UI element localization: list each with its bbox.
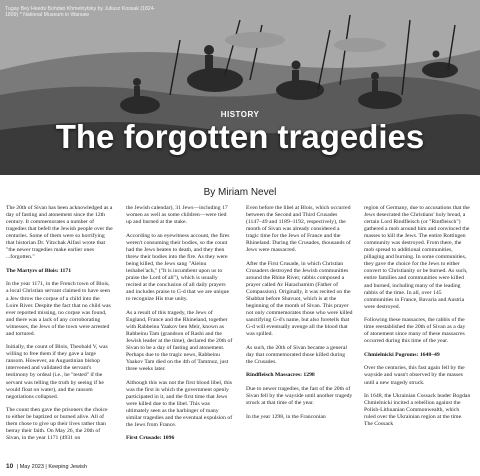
author-byline: By Miriam Nevel — [203, 187, 277, 198]
article-body — [6, 205, 476, 458]
issue-info: | May 2023 | Keeping Jewish — [16, 464, 87, 470]
paragraph: Although this was not the first blood libel, this was the first in which the government openly participated in it, and the first time that Jews were killed due to the libel. This was ultimately seen as the harbinger of many similar tragedies and the eventual expulsion of the Jews from France. — [126, 379, 233, 428]
paragraph: As a result of this tragedy, the Jews of England, France and the Rhineland, together with Rabbeinu Yaakov ben Meir, known as Rabbeinu Tam (grandson of Rashi and the Jewish leader at the time), declared the 20th of Sivan to be a day of fasting and atonement. Perhaps due to the tragic news, Rabbeinu Yaakov Tam died on the 4th of Tammuz, just three weeks later. — [126, 309, 233, 372]
paragraph: The 20th of Sivan has been acknowledged as a day of fasting and atonement since the 12th century. It commemorates a number of tragedies that befell the Jewish people over the centuries. Some of them were so horrifying that historian Dr. Yitzchak Alfasi wrote that "the newer tragedies make earlier ones ...forgotten." — [6, 205, 113, 261]
hero-painting — [0, 0, 480, 175]
paragraph: Following these massacres, the rabbis of the time reestablished the 20th of Sivan as a day of atonement since many of these massacres occurred during this time of the year. — [364, 317, 466, 345]
image-caption: Tugay Bey Heeds Bohdan Khmelnytsky by Juliusz Kossak (1824-1899) * National Museum in Warsaw — [5, 6, 156, 19]
column-2 — [126, 205, 233, 449]
paragraph: The count then gave the prisoners the choice to either be baptized or burned alive. All of them chose to give up their lives rather than betray their faith. On May 26, the 20th of Sivan, in the year 1171 (4931 on — [6, 407, 108, 442]
paragraph: region of Germany, due to accusations that the Jews desecrated the Christians' holy bread, a certain Lord Rindfleisch (or "Rintfleisch") gathered a mob around him and convinced the masses to kill the Jews. The entire Rottingen community was destroyed. From there, the mob spread to additional communities, pillaging and burning. In some communities, they gave the choice for the Jews to either convert to Christianity or be burned. As such, entire families and communities were killed and burned, including many of the leading rabbis of the time. In all, over 145 communities in France, Bavaria and Austria were destroyed. — [364, 205, 470, 310]
section-heading: First Crusade: 1096 — [126, 435, 175, 442]
paragraph: the Jewish calendar), 31 Jews—including 17 women as well as some children—were tied up and burned at the stake. — [126, 205, 228, 226]
section-heading: The Martyrs of Blois: 1171 — [6, 267, 72, 274]
paragraph: In the year 1298, in the Franconian — [246, 413, 326, 420]
paragraph: Due to newer tragedies, the fast of the 20th of Sivan fell by the wayside until another tragedy struck at that time of the year. — [246, 386, 353, 407]
column-3 — [246, 205, 353, 427]
section-kicker: HISTORY — [220, 110, 260, 119]
paragraph: After the First Crusade, in which Christian Crusaders destroyed the Jewish communities around the Rhine River, rabbis composed a prayer called Av Harachamim (Father of Compassion). Originally, it was recited on the Shabbat before Shavuot, which is at the beginning of the month of Sivan. This prayer not only commemorates those who were killed sanctifying G-d's name, but also foretells that G-d will eventually avenge all the blood that was spilled. — [246, 260, 353, 338]
section-heading: Rindfleisch Massacres: 1298 — [246, 372, 315, 379]
paragraph: Initially, the count of Blois, Theobald V, was willing to free them if they gave a large ransom. However, an Augustinian bishop intervened and validated the servant's testimony by ordeal (i.e., he "tested" if the servant was telling the truth by seeing if he would float on water), and the ransom negotiations collapsed. — [6, 344, 108, 400]
column-4 — [364, 205, 471, 435]
article-title: The forgotten tragedies — [55, 118, 425, 155]
paragraph: As such, the 20th of Sivan became a general day that commemorated those killed during the Crusades. — [246, 344, 347, 365]
column-1 — [6, 205, 113, 449]
paragraph: In the year 1171, in the French town of Blois, a local Christian servant claimed to have seen a Jew throw the corpse of a child into the Loire River. Despite the fact that no child was ever reported missing, no corpse was found, and there was a lack of any corroborating witnesses, the Jews of the town were arrested and tortured. — [6, 281, 111, 337]
paragraph: According to an eyewitness account, the fires weren't consuming their bodies, so the count had the Jews beaten to death, and they then threw their bodies into the fire. As they were being killed, the Jews sang "Aleinu leshabei'ach," ("It is incumbent upon us to praise the Lord of all"), which is usually recited at the conclusion of all daily prayers and includes praise to G-d that we are unique to recognize His true unity. — [126, 232, 230, 303]
paragraph: In 1648, the Ukrainian Cossack leader Bogdan Chmielnicki incited a rebellion against the Polish-Lithuanian Commonwealth, which ruled over the Ukrainian region at the time. The Cossack — [364, 393, 471, 428]
paragraph: Even before the libel at Blois, which occurred between the Second and Third Crusades (1147–49 and 1189–1192, respectively), the month of Sivan was already considered a tragic time for the Jews of France and the Rhineland. During the Crusades, thousands of Jews were massacred. — [246, 205, 351, 254]
page-number: 10 — [6, 463, 14, 470]
section-heading: Chmielnicki Pogroms: 1648–49 — [364, 351, 440, 358]
paragraph: Over the centuries, this fast again fell by the wayside and wasn't observed by the masses until a new tragedy struck. — [364, 365, 465, 386]
page-footer — [6, 463, 87, 470]
